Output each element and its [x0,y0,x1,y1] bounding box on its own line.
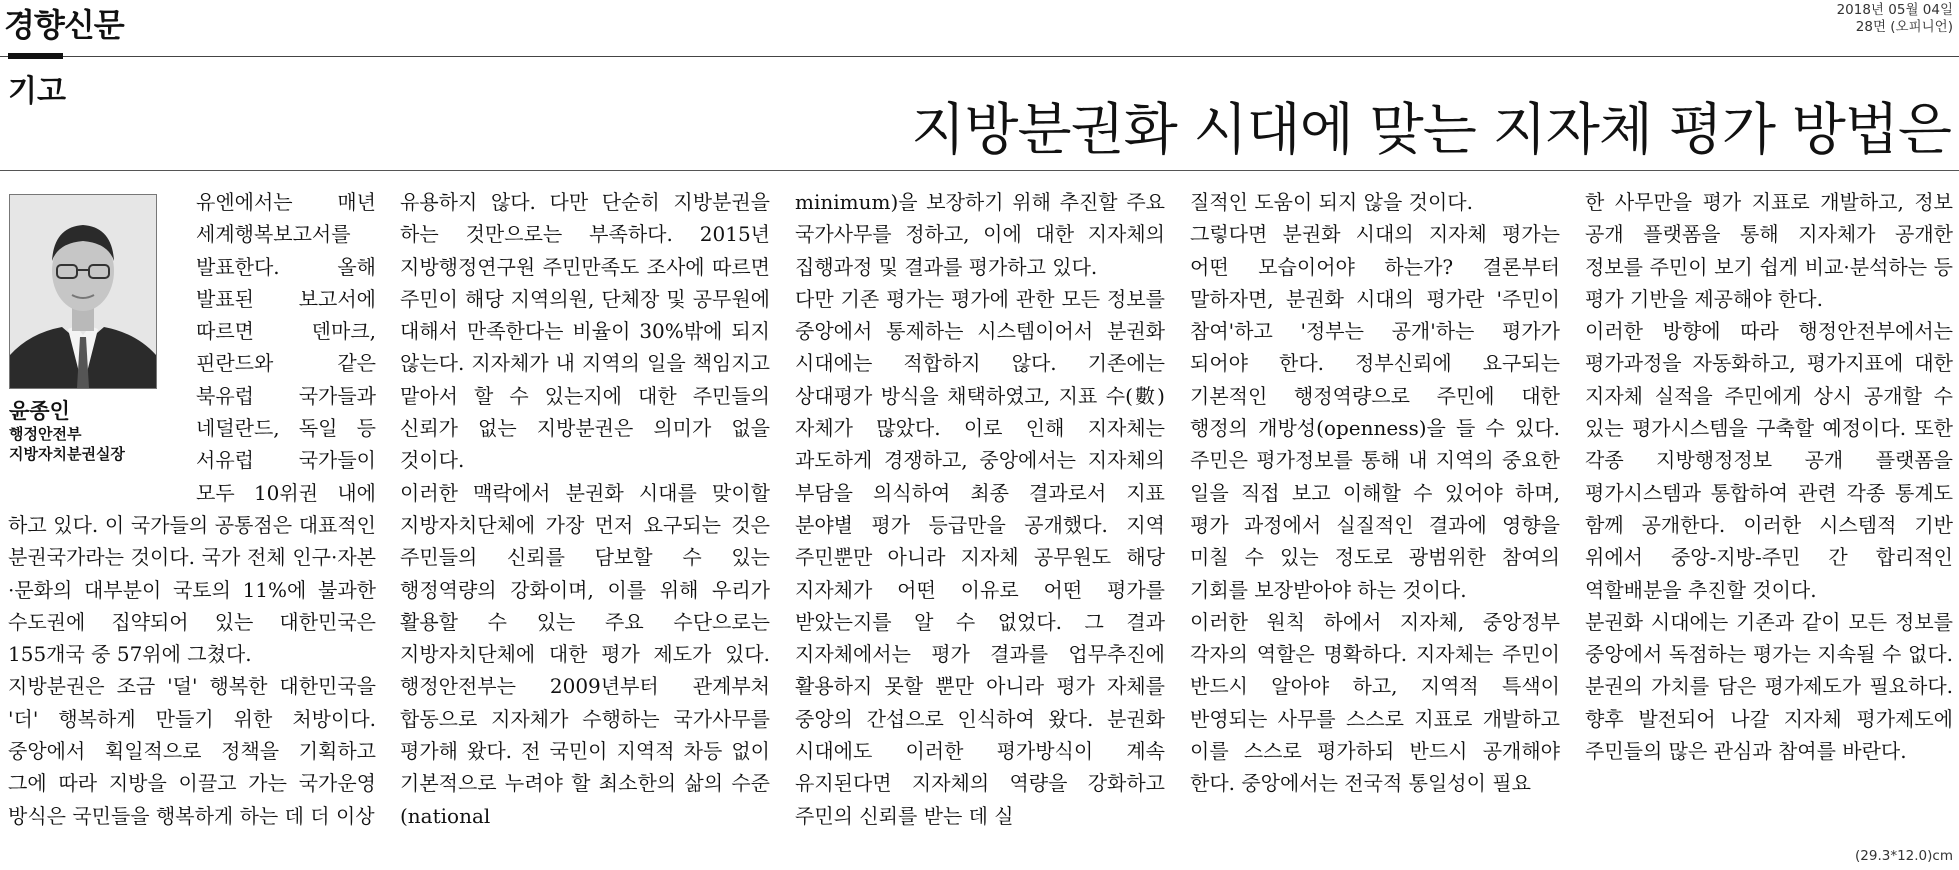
paragraph: 이러한 방향에 따라 행정안전부에서는 평가과정을 자동화하고, 평가지표에 대한 지자체 실적을 주민에게 상시 공개할 수 있는 평가시스템을 구축할 예정이다. 또한 각종 지방행정정보 공개 플랫폼을 평가시스템과 통합하여 관련 각종 통계도 함께 공개한다. 이러한 시스템적 기반 위에서 중앙-지방-주민 간 합리적인 역할배분을 추진할 것이다. [1585,319,1953,602]
author-photo [9,194,157,389]
column-1-bottom [8,509,376,839]
column-1-top [196,186,376,506]
paragraph: 다만 기존 평가는 평가에 관한 모든 정보를 중앙에서 통제하는 시스템이어서 분권화 시대에는 적합하지 않다. 기존에는 상대평가 방식을 채택하였고, 지표 수(數) 자체가 많았다. 이로 인해 지자체는 과도하게 경쟁하고, 중앙에서는 지자체의 부담을 의식하여 최종 결과로서 지표 분야별 평가 등급만을 공개했다. 지역 주민뿐만 아니라 지자체 공무원도 해당 지자체가 어떤 이유로 어떤 평가를 받았는지를 알 수 없었다. 그 결과 지자체에서는 평가 결과를 업무추진에 활용하지 못할 뿐만 아니라 평가 자체를 중앙의 간섭으로 인식하여 왔다. 분권화 시대에도 이러한 평가방식이 계속 유지된다면 지자체의 역량을 강화하고 주민의 신뢰를 받는 데 실 [795,286,1165,828]
paragraph: 분권화 시대에는 기존과 같이 모든 정보를 중앙에서 독점하는 평가는 지속될 수 없다. 분권의 가치를 담은 평가제도가 필요하다. 향후 발전되어 나갈 지자체 평가제도에 주민들의 많은 관심과 참여를 바란다. [1585,609,1953,764]
top-rule [0,56,1959,57]
paragraph: 그렇다면 분권화 시대의 지자체 평가는 어떤 모습이어야 하는가? 결론부터 말하자면, 분권화 시대의 평가란 '주민이 참여'하고 '정부는 공개'하는 평가가 되어야 한다. 정부신뢰에 요구되는 기본적인 행정역량으로 주민에 대한 행정의 개방성(openness)을 들 수 있다. 주민은 평가정보를 통해 내 지역의 중요한 일을 직접 보고 이해할 수 있어야 하며, 평가 과정에서 실질적인 결과에 영향을 미칠 수 있는 정도로 광범위한 참여의 기회를 보장받아야 하는 것이다. [1190,222,1560,602]
issue-date: 2018년 05월 04일 [1836,2,1953,18]
author-title-line2: 지방자치분권실장 [9,445,125,463]
author-name: 윤종인 [9,399,70,423]
page-number: 28면 (오피니언) [1855,19,1953,35]
paragraph: 질적인 도움이 되지 않을 것이다. [1190,190,1473,214]
headline-rule [0,170,1959,171]
paragraph: 유엔에서는 매년 세계행복보고서를 발표한다. 올해 발표된 보고서에 따르면 덴마크, 핀란드와 같은 북유럽 국가들과 네덜란드, 독일 등 서유럽 국가들이 모두 10위권 내에 [196,190,376,505]
paragraph: minimum)을 보장하기 위해 추진할 주요 국가사무를 정하고, 이에 대한 지자체의 집행과정 및 결과를 평가하고 있다. [795,190,1165,279]
paragraph: 한 사무만을 평가 지표로 개발하고, 정보 공개 플랫폼을 통해 지자체가 공개한 정보를 주민이 보기 쉽게 비교·분석하는 등 평가 기반을 제공해야 한다. [1585,190,1953,311]
column-3 [795,186,1165,846]
paragraph: 지방분권은 조금 '덜' 행복한 대한민국을 '더' 행복하게 만들기 위한 처방이다. 중앙에서 획일적으로 정책을 기획하고 그에 따라 지방을 이끌고 가는 국가운영 방식은 국민들을 행복하게 하는 데 더 이상 [8,674,376,828]
paragraph: 유용하지 않다. 다만 단순히 지방분권을 하는 것만으로는 부족하다. 2015년 지방행정연구원 주민만족도 조사에 따르면 주민이 해당 지역의원, 단체장 및 공무원에 대해서 만족한다는 비율이 30%밖에 되지 않는다. 지자체가 내 지역의 일을 책임지고 맡아서 할 수 있는지에 대한 주민들의 신뢰가 없는 지방분권은 의미가 없을 것이다. [400,190,770,473]
section-marker-bar [8,53,63,59]
column-4 [1190,186,1560,846]
masthead-logo: 경향신문 [4,6,124,44]
clipping-size: (29.3*12.0)cm [1855,848,1953,864]
paragraph: 하고 있다. 이 국가들의 공통점은 대표적인 분권국가라는 것이다. 국가 전체 인구·자본·문화의 대부분이 국토의 11%에 불과한 수도권에 집약되어 있는 대한민국은 155개국 중 57위에 그쳤다. [8,513,376,667]
column-2 [400,186,770,846]
issue-meta [1837,2,1953,36]
author-title-line1: 행정안전부 [9,425,82,443]
paragraph: 이러한 맥락에서 분권화 시대를 맞이할 지방자치단체에 가장 먼저 요구되는 것은 주민들의 신뢰를 담보할 수 있는 행정역량의 강화이며, 이를 위해 우리가 활용할 수 있는 주요 수단으로는 지방자치단체에 대한 평가 제도가 있다. 행정안전부는 2009년부터 관계부처 합동으로 지자체가 수행하는 국가사무를 평가해 왔다. 전 국민이 지역적 차등 없이 기본적으로 누려야 할 최소한의 삶의 수준(national [400,480,770,828]
article-headline: 지방분권화 시대에 맞는 지자체 평가 방법은 [911,98,1951,163]
author-title [9,424,125,464]
section-label: 기고 [8,74,66,109]
paragraph: 이러한 원칙 하에서 지자체, 중앙정부 각자의 역할은 명확하다. 지자체는 주민이 반드시 알아야 하고, 지역적 특색이 반영되는 사무를 스스로 지표로 개발하고 이를 스스로 평가하되 반드시 공개해야 한다. 중앙에서는 전국적 통일성이 필요 [1190,609,1560,796]
column-5 [1585,186,1953,846]
